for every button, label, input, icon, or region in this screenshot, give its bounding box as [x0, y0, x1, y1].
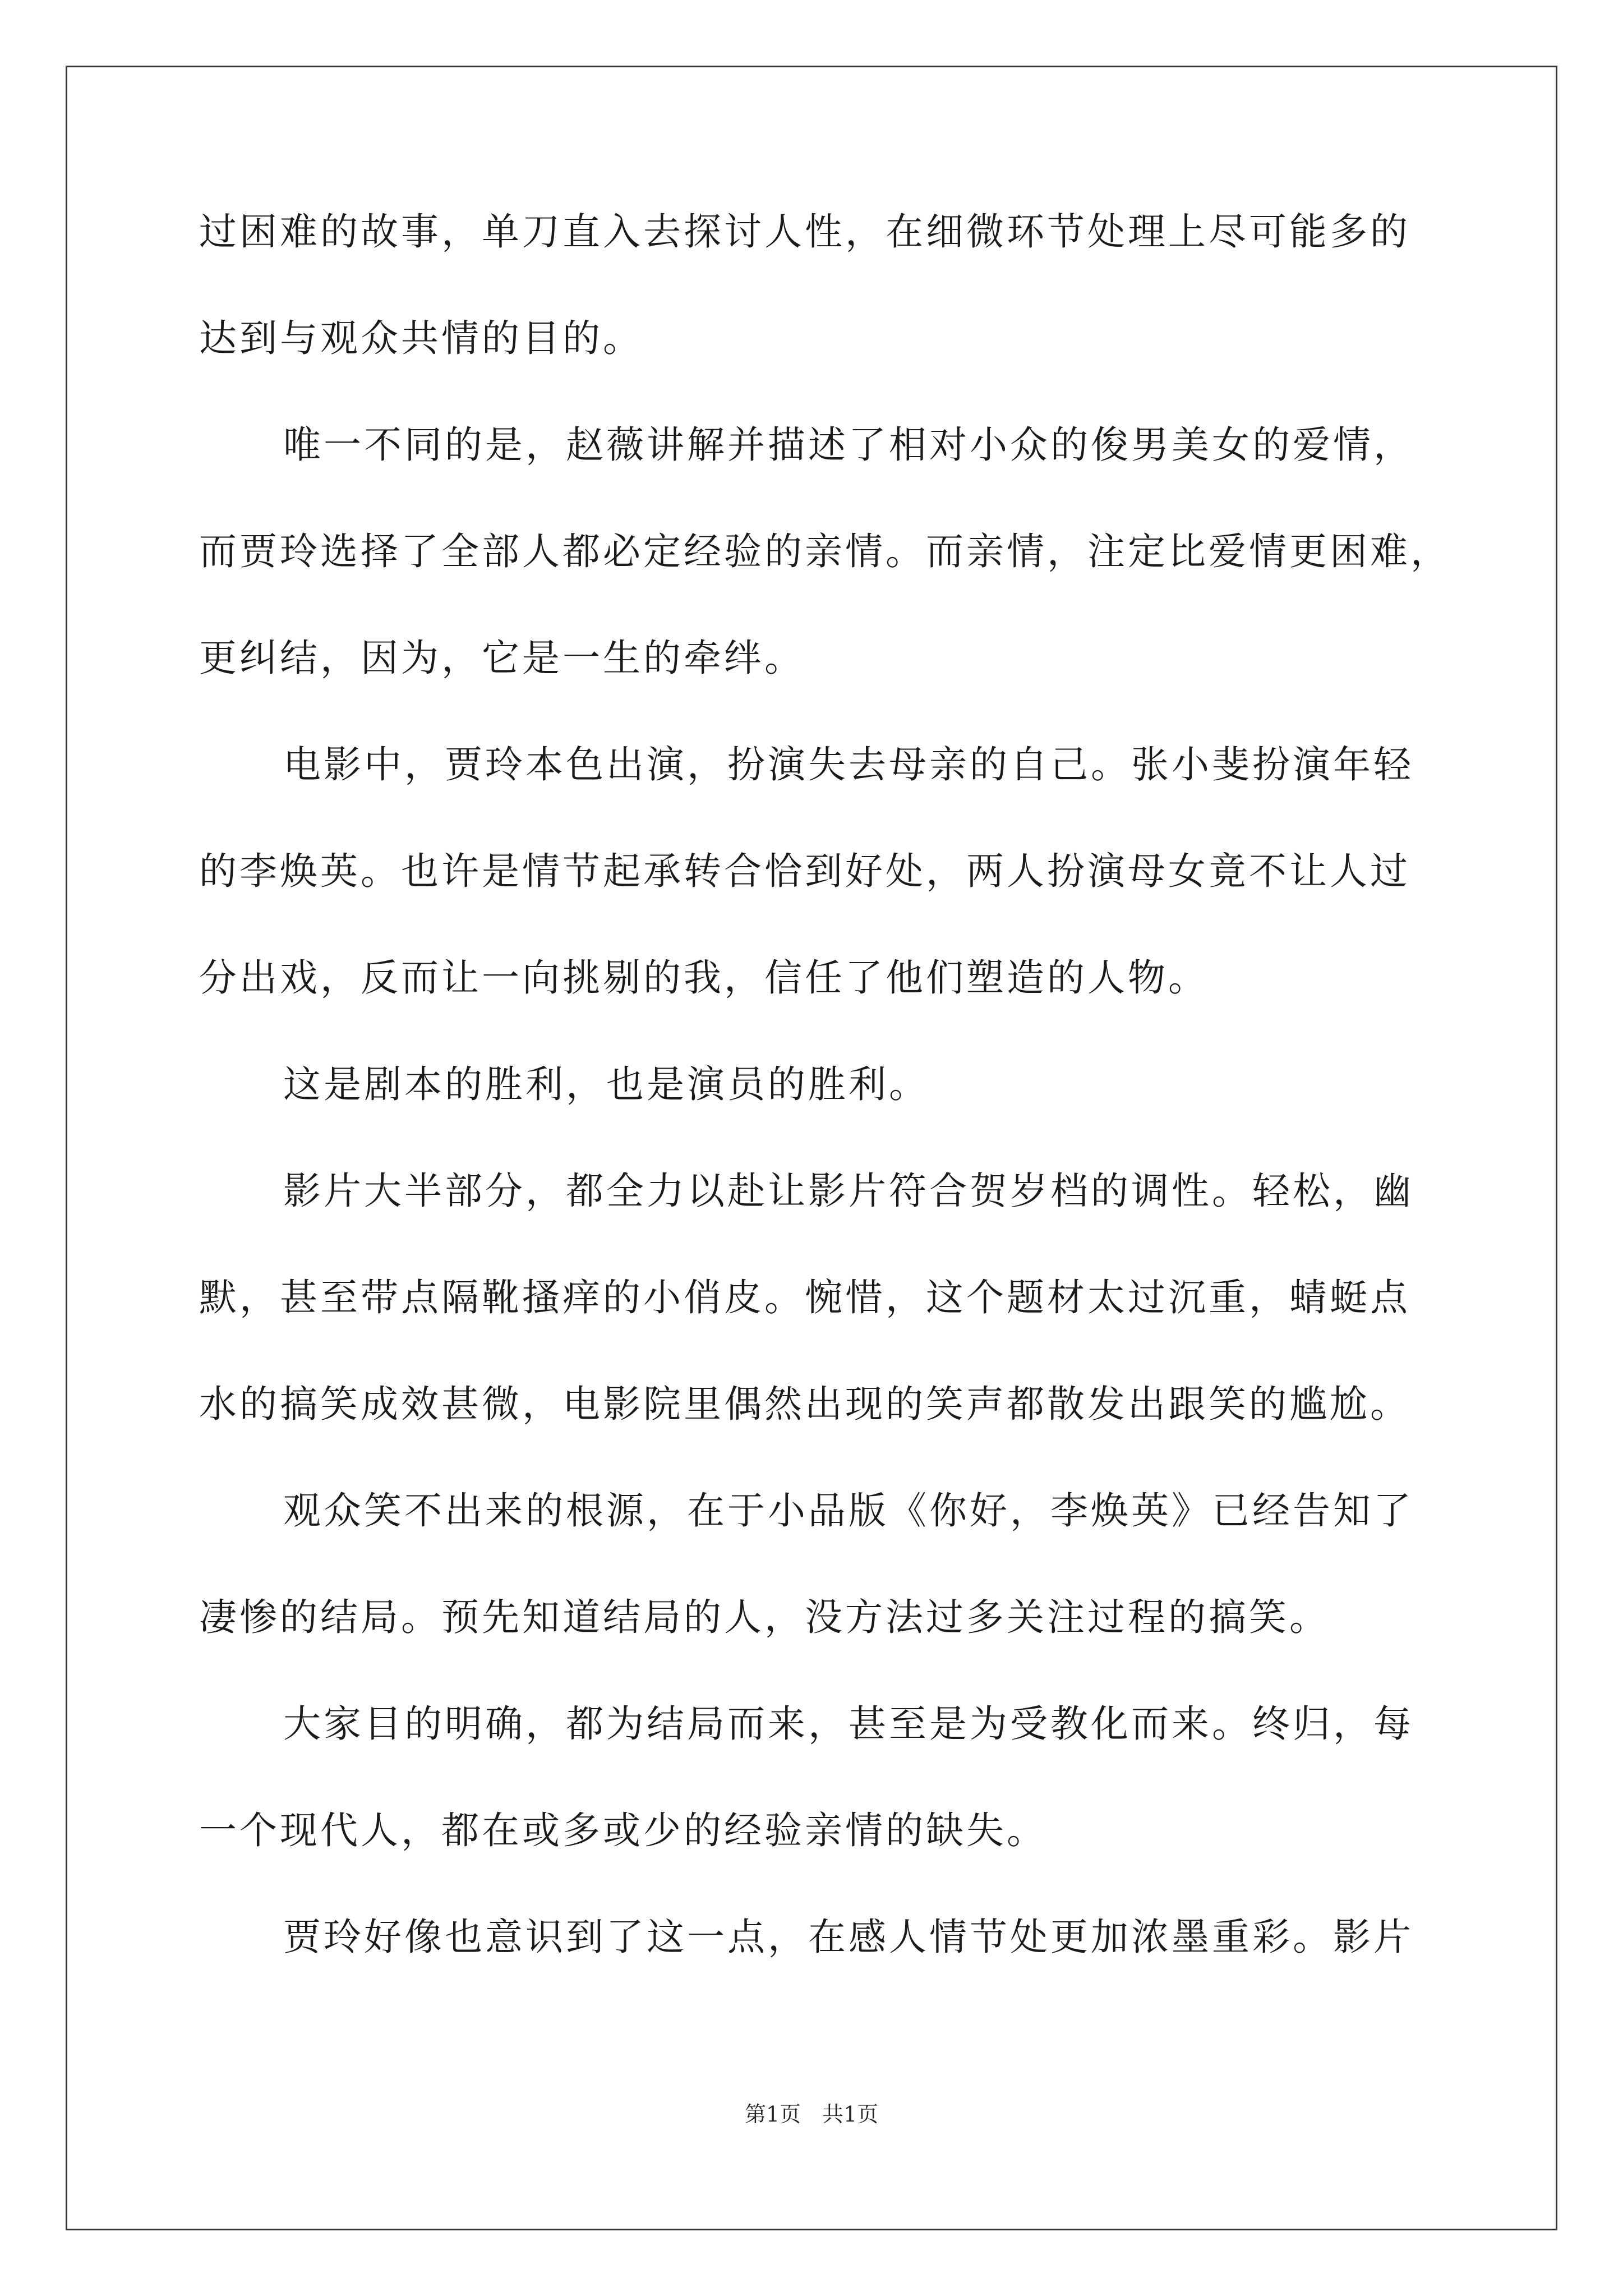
text-line: 凄惨的结局。预先知道结局的人，没方法过多关注过程的搞笑。 — [199, 1595, 1330, 1639]
page-border — [66, 66, 1557, 2230]
paragraph-start-line: 贾玲好像也意识到了这一点，在感人情节处更加浓墨重彩。影片 — [283, 1915, 1414, 1959]
paragraph-start-line: 观众笑不出来的根源，在于小品版《你好，李焕英》已经告知了 — [283, 1489, 1414, 1533]
text-line: 更纠结，因为，它是一生的牵绊。 — [199, 636, 805, 680]
text-line: 分出戏，反而让一向挑剔的我，信任了他们塑造的人物。 — [199, 956, 1209, 1000]
text-line: 默，甚至带点隔靴搔痒的小俏皮。惋惜，这个题材太过沉重，蜻蜓点 — [199, 1276, 1410, 1319]
text-line: 达到与观众共情的目的。 — [199, 316, 643, 360]
text-line: 水的搞笑成效甚微，电影院里偶然出现的笑声都散发出跟笑的尴尬。 — [199, 1382, 1410, 1426]
paragraph-start-line: 这是剧本的胜利，也是演员的胜利。 — [283, 1062, 929, 1106]
page-number-footer: 第1页 共1页 — [744, 2102, 879, 2127]
paragraph-start-line: 大家目的明确，都为结局而来，甚至是为受教化而来。终归，每 — [283, 1702, 1414, 1746]
text-line: 过困难的故事，单刀直入去探讨人性，在细微环节处理上尽可能多的 — [199, 210, 1410, 254]
paragraph-start-line: 电影中，贾玲本色出演，扮演失去母亲的自己。张小斐扮演年轻 — [283, 743, 1414, 786]
text-line: 一个现代人，都在或多或少的经验亲情的缺失。 — [199, 1809, 1047, 1852]
text-line: 而贾玲选择了全部人都必定经验的亲情。而亲情，注定比爱情更困难， — [199, 530, 1451, 573]
paragraph-start-line: 影片大半部分，都全力以赴让影片符合贺岁档的调性。轻松，幽 — [283, 1169, 1414, 1213]
text-line: 的李焕英。也许是情节起承转合恰到好处，两人扮演母女竟不让人过 — [199, 849, 1410, 893]
paragraph-start-line: 唯一不同的是，赵薇讲解并描述了相对小众的俊男美女的爱情， — [283, 423, 1414, 467]
